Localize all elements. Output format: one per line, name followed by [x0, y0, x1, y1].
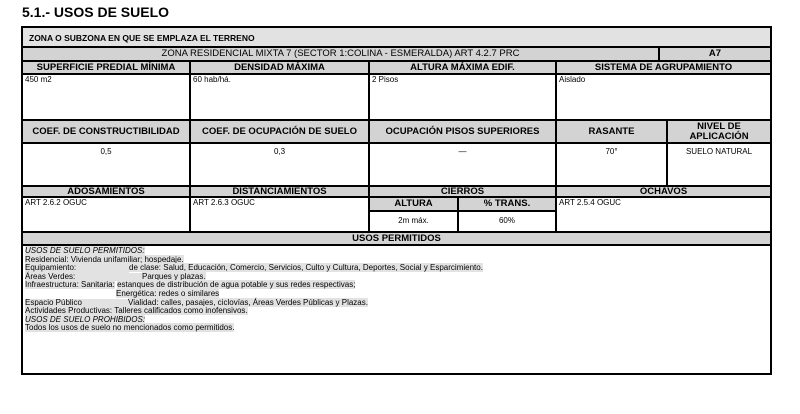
header-superficie: SUPERFICIE PREDIAL MÍNIMA	[22, 61, 190, 74]
header-ochavos: OCHAVOS	[556, 186, 771, 197]
subheader-trans: % TRANS.	[458, 197, 556, 211]
value-coef-constructibilidad: 0,5	[22, 143, 190, 186]
zona-name-cell	[22, 47, 659, 61]
permitidos-title: USOS DE SUELO PERMITIDOS:	[25, 246, 145, 255]
usos-permitidos-body	[22, 245, 771, 374]
header-distanciamientos: DISTANCIAMIENTOS	[190, 186, 369, 197]
uso-espacio-label: Espacio Público	[25, 299, 128, 308]
value-nivel-aplicacion: SUELO NATURAL	[667, 143, 771, 186]
uso-infraestructura-label: Infraestructura: Sanitaria:	[25, 280, 115, 290]
uso-areas-verdes-label: Áreas Verdes:	[25, 273, 142, 282]
value-altura-maxima: 2 Pisos	[369, 74, 556, 120]
value-sistema-agrupamiento: Aislado	[556, 74, 771, 120]
header-rasante: RASANTE	[556, 120, 667, 143]
prohibidos-title: USOS DE SUELO PROHIBIDOS:	[25, 314, 146, 324]
header-sistema-agrupamiento: SISTEMA DE AGRUPAMIENTO	[556, 61, 771, 74]
zona-name: ZONA RESIDENCIAL MIXTA 7 (SECTOR 1:COLINA - ESMERALDA) ART 4.2.7 PRC	[161, 48, 520, 60]
header-altura-maxima: ALTURA MÁXIMA EDIF.	[369, 61, 556, 74]
value-coef-ocupacion: 0,3	[190, 143, 369, 186]
value-distanciamientos: ART 2.6.3 OGUC	[190, 197, 369, 232]
uso-infraestructura-value: estanques de distribución de agua potable y sus redes respectivas;	[117, 280, 356, 290]
zona-code-cell	[659, 47, 771, 61]
header-adosamientos: ADOSAMIENTOS	[22, 186, 190, 197]
uso-residencial: Residencial: Vivienda unifamiliar; hospedaje.	[25, 254, 184, 264]
value-adosamientos: ART 2.6.2 OGUC	[22, 197, 190, 232]
uso-prohibidos: Todos los usos de suelo no mencionados como permitidos.	[25, 323, 235, 333]
zona-code: A7	[708, 48, 722, 60]
value-rasante: 70°	[556, 143, 667, 186]
page-title: 5.1.- USOS DE SUELO	[22, 4, 170, 20]
uso-energetica: Energética: redes o similares	[116, 288, 220, 298]
uso-actividades: Actividades Productivas: Talleres calificados como inofensivos.	[25, 306, 248, 316]
value-densidad: 60 hab/há.	[190, 74, 369, 120]
uso-equipamiento-label: Equipamiento:	[25, 264, 129, 273]
uso-espacio-value: Vialidad: calles, pasajes, ciclovías, Áreas Verdes Públicas y Plazas.	[128, 297, 368, 307]
value-cierro-altura: 2m máx.	[369, 211, 458, 232]
zoning-sheet	[21, 26, 772, 375]
header-cierros: CIERROS	[369, 186, 556, 197]
subheader-altura: ALTURA	[369, 197, 458, 211]
uso-equipamiento-value: de clase: Salud, Educación, Comercio, Servicios, Culto y Cultura, Deportes, Social y Esparcimiento.	[129, 263, 483, 273]
uso-areas-verdes-value: Parques y plazas.	[142, 271, 206, 281]
zona-label-cell	[22, 27, 771, 47]
header-ocupacion-pisos: OCUPACIÓN PISOS SUPERIORES	[369, 120, 556, 143]
header-usos-permitidos: USOS PERMITIDOS	[22, 232, 771, 245]
value-cierro-trans: 60%	[458, 211, 556, 232]
header-densidad: DENSIDAD MÁXIMA	[190, 61, 369, 74]
value-ocupacion-pisos: —	[369, 143, 556, 186]
value-superficie: 450 m2	[22, 74, 190, 120]
header-coef-constructibilidad: COEF. DE CONSTRUCTIBILIDAD	[22, 120, 190, 143]
header-nivel-aplicacion: NIVEL DE APLICACIÓN	[667, 120, 771, 143]
header-coef-ocupacion: COEF. DE OCUPACIÓN DE SUELO	[190, 120, 369, 143]
zona-label: ZONA O SUBZONA EN QUE SE EMPLAZA EL TERRENO	[29, 33, 255, 43]
value-ochavos: ART 2.5.4 OGUC	[556, 197, 771, 232]
